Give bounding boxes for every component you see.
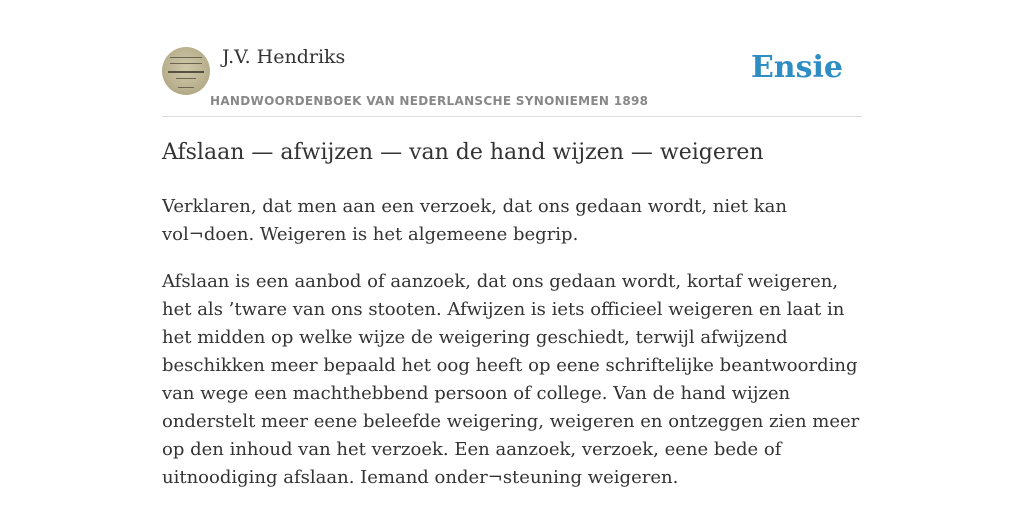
cover-line (170, 57, 202, 58)
book-cover-avatar[interactable] (162, 47, 210, 95)
source-title[interactable]: HANDWOORDENBOEK VAN NEDERLANSCHE SYNONIEMEN 1898 (210, 94, 649, 108)
ensie-logo[interactable]: Ensie (750, 50, 843, 85)
author-name[interactable]: J.V. Hendriks (222, 46, 346, 68)
cover-line (178, 87, 194, 88)
entry-paragraph: Afslaan is een aanbod of aanzoek, dat ons gedaan wordt, kortaf weigeren, het als ’tware van ons stooten. Afwijzen is iets officieel weigeren en laat in het midden op welke wijze de weigering geschiedt, terwijl afwijzend beschikken meer bepaald het oog heeft op eene schriftelijke beantwoording van wege een machthebbend persoon of college. Van de hand wijzen onderstelt meer eene beleefde weigering, weigeren en ontzeggen zien meer op den inhoud van het verzoek. Een aanzoek, verzoek, eene bede of uitnoodiging afslaan. Iemand onder¬steuning weigeren. (162, 271, 860, 488)
entry-paragraph: Verklaren, dat men aan een verzoek, dat ons gedaan wordt, niet kan vol¬doen. Weigeren is het algemeene begrip. (162, 196, 787, 245)
cover-line (170, 63, 202, 64)
entry-header (162, 0, 862, 117)
cover-line (176, 78, 196, 79)
entry-card (162, 0, 862, 488)
entry-title: Afslaan — afwijzen — van de hand wijzen — weigeren (162, 140, 764, 165)
cover-line (168, 71, 204, 73)
